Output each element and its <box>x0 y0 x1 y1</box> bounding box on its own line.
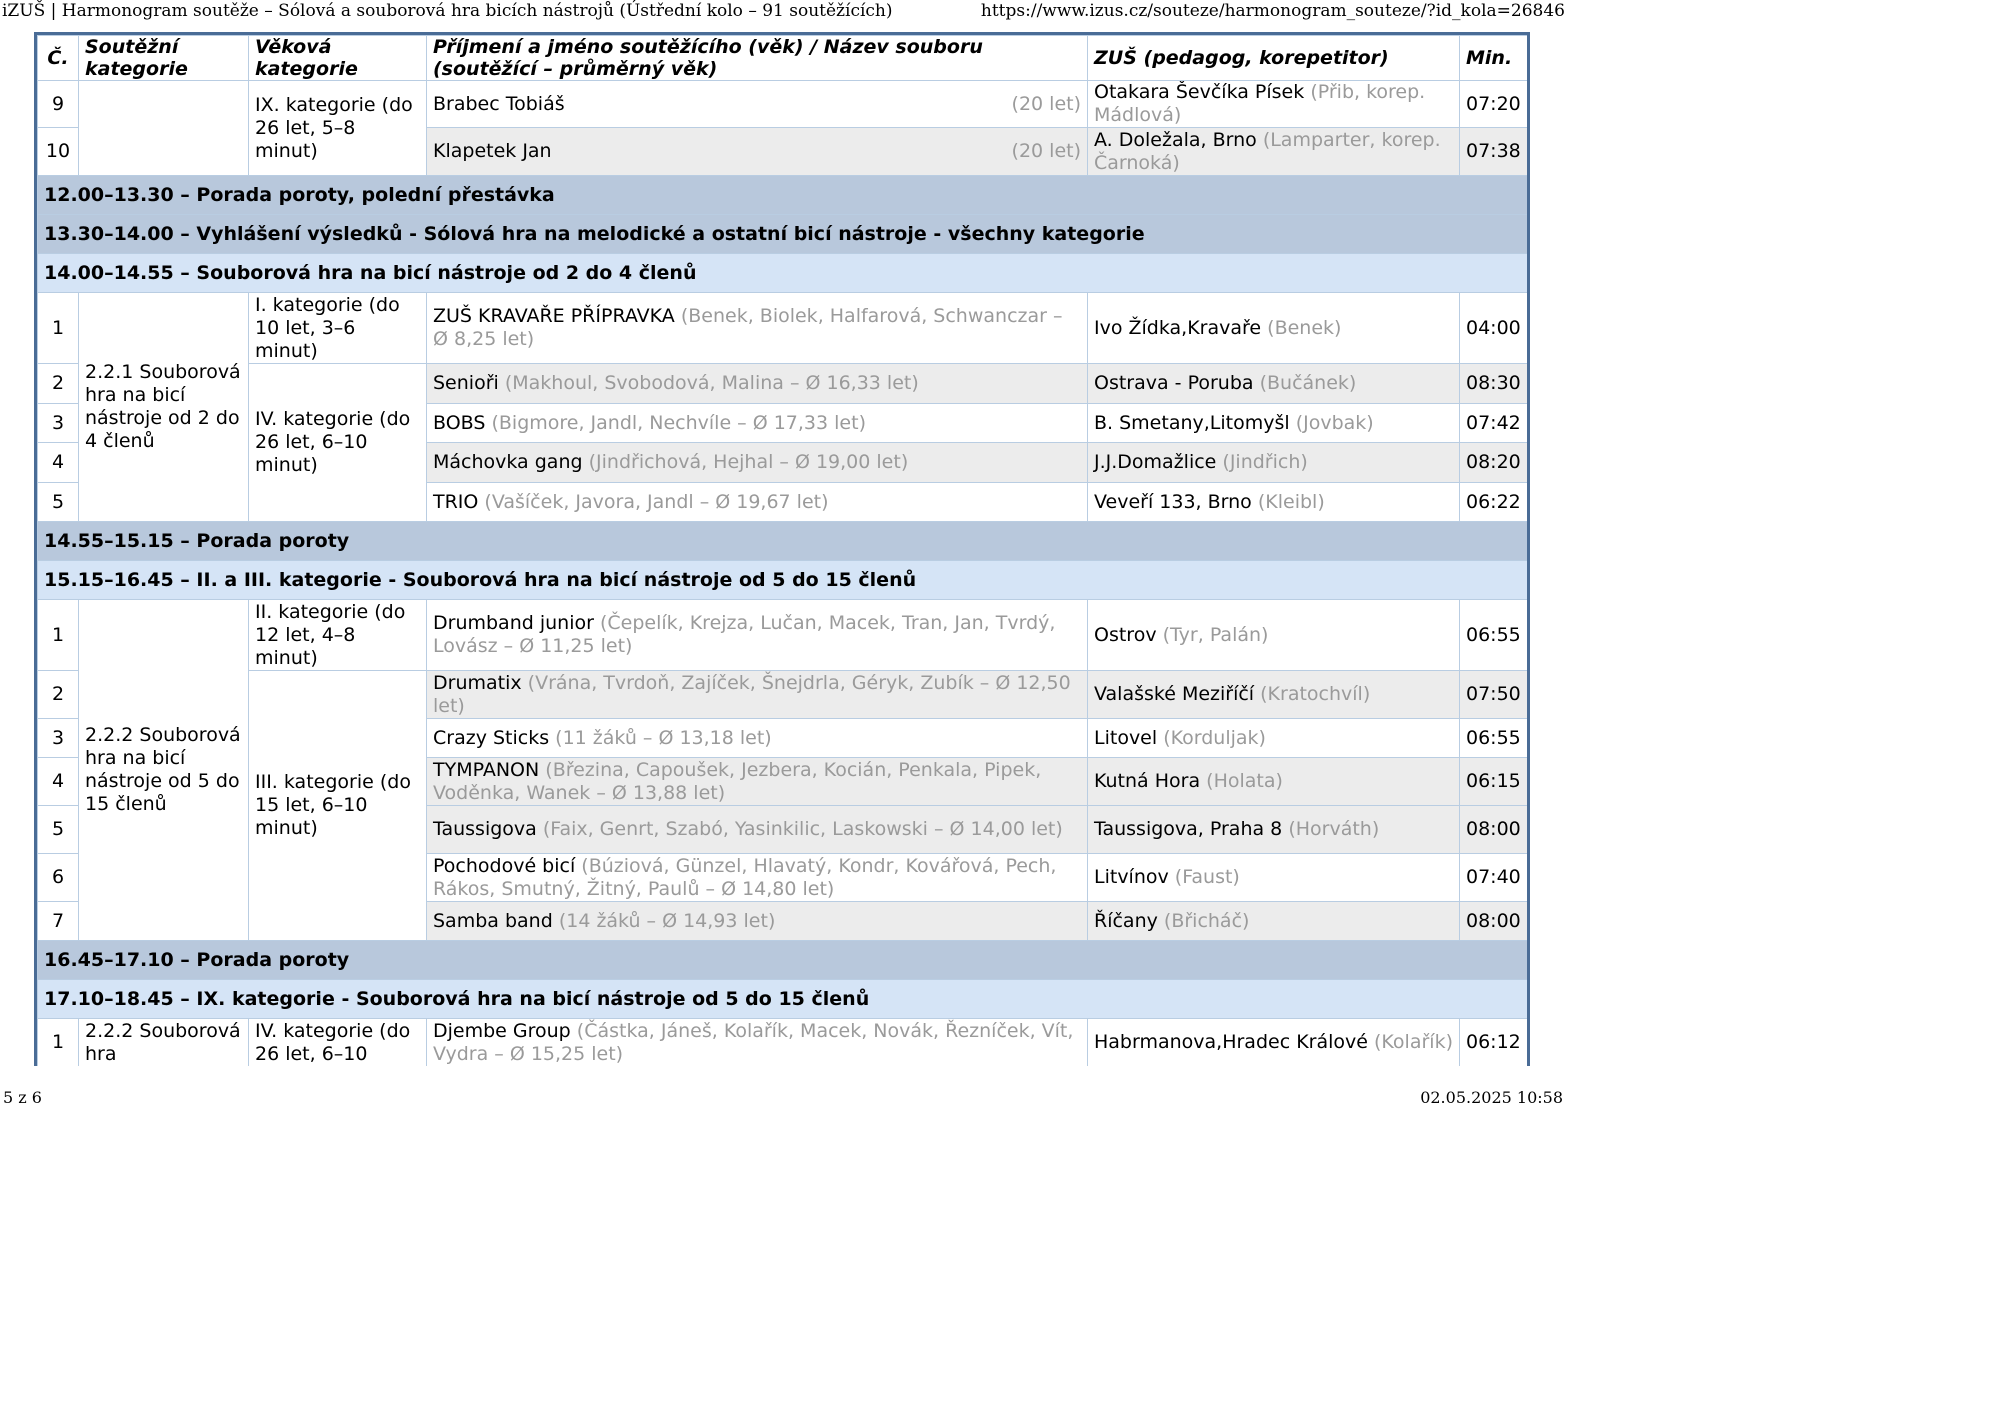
age-category-cell: IV. kategorie (do 26 let, 6–10 minut) <box>249 364 427 522</box>
teacher-names: (Benek) <box>1267 316 1342 339</box>
participant-cell <box>427 902 1088 941</box>
teacher-names: (Břicháč) <box>1163 909 1250 932</box>
ensemble-name: Drumband junior <box>433 612 594 634</box>
table-header-row <box>38 36 1528 81</box>
row-number: 5 <box>38 483 79 522</box>
minutes-cell: 07:50 <box>1460 671 1528 719</box>
participant-cell <box>427 483 1088 522</box>
school-cell <box>1088 806 1460 854</box>
participant-cell <box>427 128 1088 176</box>
minutes-cell: 06:55 <box>1460 719 1528 758</box>
participant-name: Brabec Tobiáš <box>433 92 565 115</box>
ensemble-members: (Benek, Biolek, Halfarová, Schwanczar – Ø 8,25 let) <box>433 305 1063 350</box>
school-name: Litvínov <box>1094 866 1169 888</box>
participant-cell <box>427 404 1088 443</box>
school-cell <box>1088 671 1460 719</box>
ensemble-members: (Vašíček, Javora, Jandl – Ø 19,67 let) <box>484 490 829 513</box>
school-name: B. Smetany,Litomyšl <box>1094 411 1290 434</box>
ensemble-name: Drumatix <box>433 671 522 694</box>
section-title: 15.15–16.45 – II. a III. kategorie - Souborová hra na bicí nástroje od 5 do 15 členů <box>38 561 1528 600</box>
table-row <box>38 1019 1528 1067</box>
school-cell <box>1088 719 1460 758</box>
participant-cell <box>427 1019 1088 1067</box>
print-datetime: 02.05.2025 10:58 <box>1420 1088 1563 1107</box>
section-row <box>38 522 1528 561</box>
section-row <box>38 980 1528 1019</box>
row-number: 2 <box>38 364 79 404</box>
age-category-cell: III. kategorie (do 15 let, 6–10 minut) <box>249 671 427 941</box>
school-name: Ostrov <box>1094 623 1157 646</box>
school-name: J.J.Domažlice <box>1094 451 1217 473</box>
school-name: Valašské Meziříčí <box>1094 683 1255 705</box>
table-row <box>38 364 1528 404</box>
participant-age: (20 let) <box>1011 140 1081 162</box>
schedule-table-container <box>37 32 1527 1066</box>
row-number: 1 <box>38 293 79 364</box>
ensemble-members: (Březina, Capoušek, Jezbera, Kocián, Penkala, Pipek, Voděnka, Wanek – Ø 13,88 let) <box>433 758 1042 804</box>
header-age-category: Věková kategorie <box>249 36 427 81</box>
teacher-names: (Jindřich) <box>1222 451 1308 473</box>
school-cell <box>1088 902 1460 941</box>
school-name: Kutná Hora <box>1094 770 1201 792</box>
participant-cell <box>427 719 1088 758</box>
ensemble-members: (Faix, Genrt, Szabó, Yasinkilic, Laskowski – Ø 14,00 let) <box>542 818 1063 840</box>
competition-category-cell: 2.2.2 Souborová hra na bicí nástroje od 5 do 15 členů <box>79 600 249 941</box>
section-title: 13.30–14.00 – Vyhlášení výsledků - Sólová hra na melodické a ostatní bicí nástroje - všechny kategorie <box>38 215 1528 254</box>
school-name: Říčany <box>1094 909 1158 932</box>
ensemble-members: (Čepelík, Krejza, Lučan, Macek, Tran, Jan, Tvrdý, Lovász – Ø 11,25 let) <box>433 612 1056 657</box>
header-number: Č. <box>38 36 79 81</box>
minutes-cell: 08:00 <box>1460 902 1528 941</box>
ensemble-name: Crazy Sticks <box>433 726 550 749</box>
table-row <box>38 671 1528 719</box>
ensemble-name: Máchovka gang <box>433 451 583 473</box>
row-number: 1 <box>38 600 79 671</box>
section-row <box>38 254 1528 293</box>
ensemble-name: Pochodové bicí <box>433 854 576 877</box>
teacher-names: (Horváth) <box>1288 818 1380 840</box>
participant-cell <box>427 293 1088 364</box>
header-name: Příjmení a jméno soutěžícího (věk) / Název souboru (soutěžící – průměrný věk) <box>427 36 1088 81</box>
row-number: 3 <box>38 719 79 758</box>
row-number: 9 <box>38 81 79 128</box>
ensemble-members: (Makhoul, Svobodová, Malina – Ø 16,33 let) <box>504 372 919 394</box>
section-title: 12.00–13.30 – Porada poroty, polední přestávka <box>38 176 1528 215</box>
ensemble-name: TYMPANON <box>433 758 540 781</box>
participant-cell <box>427 854 1088 902</box>
participant-cell <box>427 600 1088 671</box>
school-name: Ivo Žídka,Kravaře <box>1094 316 1262 339</box>
minutes-cell: 07:20 <box>1460 81 1528 128</box>
section-title: 14.00–14.55 – Souborová hra na bicí nástroje od 2 do 4 členů <box>38 254 1528 293</box>
teacher-names: (Korduljak) <box>1163 726 1266 749</box>
table-right-border <box>1527 32 1530 1066</box>
ensemble-name: Djembe Group <box>433 1019 571 1042</box>
teacher-names: (Bučánek) <box>1259 372 1357 394</box>
school-cell <box>1088 443 1460 483</box>
minutes-cell: 06:22 <box>1460 483 1528 522</box>
competition-category-cell: 2.2.1 Souborová hra na bicí nástroje od 2 do 4 členů <box>79 293 249 522</box>
participant-cell <box>427 364 1088 404</box>
ensemble-name: TRIO <box>433 490 479 513</box>
school-name: Habrmanova,Hradec Králové <box>1094 1031 1368 1053</box>
school-name: Otakara Ševčíka Písek <box>1094 81 1305 103</box>
table-row <box>38 600 1528 671</box>
school-name: Litovel <box>1094 726 1158 749</box>
school-name: Veveří 133, Brno <box>1094 490 1252 513</box>
ensemble-members: (Vrána, Tvrdoň, Zajíček, Šnejdrla, Géryk, Zubík – Ø 12,50 let) <box>433 671 1071 717</box>
school-cell <box>1088 1019 1460 1067</box>
school-name: A. Doležala, Brno <box>1094 128 1257 151</box>
age-category-cell: IV. kategorie (do 26 let, 6–10 <box>249 1019 427 1067</box>
school-name: Ostrava - Poruba <box>1094 372 1254 394</box>
school-cell <box>1088 854 1460 902</box>
participant-cell <box>427 671 1088 719</box>
school-cell <box>1088 128 1460 176</box>
section-title: 16.45–17.10 – Porada poroty <box>38 941 1528 980</box>
header-minutes: Min. <box>1460 36 1528 81</box>
page-number: 5 z 6 <box>3 1088 42 1107</box>
ensemble-members: (Částka, Jáneš, Kolařík, Macek, Novák, Řezníček, Vít, Vydra – Ø 15,25 let) <box>433 1019 1074 1065</box>
teacher-names: (Kleibl) <box>1257 490 1325 513</box>
competition-category-cell: 2.2.2 Souborová hra <box>79 1019 249 1067</box>
teacher-names: (Tyr, Palán) <box>1162 623 1269 646</box>
page-header-title: iZUŠ | Harmonogram soutěže – Sólová a souborová hra bicích nástrojů (Ústřední kolo – 91 soutěžících) <box>2 1 893 21</box>
table-row <box>38 293 1528 364</box>
schedule-table <box>37 35 1527 1066</box>
minutes-cell: 06:12 <box>1460 1019 1528 1067</box>
row-number: 4 <box>38 443 79 483</box>
school-cell <box>1088 600 1460 671</box>
minutes-cell: 07:40 <box>1460 854 1528 902</box>
section-row <box>38 561 1528 600</box>
teacher-names: (Faust) <box>1174 866 1240 888</box>
age-category-cell: II. kategorie (do 12 let, 4–8 minut) <box>249 600 427 671</box>
section-title: 17.10–18.45 – IX. kategorie - Souborová hra na bicí nástroje od 5 do 15 členů <box>38 980 1528 1019</box>
minutes-cell: 04:00 <box>1460 293 1528 364</box>
teacher-names: (Kratochvíl) <box>1260 683 1371 705</box>
age-category-cell: IX. kategorie (do 26 let, 5–8 minut) <box>249 81 427 176</box>
teacher-names: (Jovbak) <box>1295 411 1374 434</box>
teacher-names: (Holata) <box>1206 770 1283 792</box>
minutes-cell: 07:42 <box>1460 404 1528 443</box>
participant-cell <box>427 758 1088 806</box>
header-competition-category: Soutěžní kategorie <box>79 36 249 81</box>
ensemble-name: Samba band <box>433 909 553 932</box>
age-category-cell: I. kategorie (do 10 let, 3–6 minut) <box>249 293 427 364</box>
section-row <box>38 215 1528 254</box>
row-number: 4 <box>38 758 79 806</box>
school-cell <box>1088 81 1460 128</box>
school-cell <box>1088 293 1460 364</box>
minutes-cell: 06:15 <box>1460 758 1528 806</box>
row-number: 10 <box>38 128 79 176</box>
ensemble-members: (Bigmore, Jandl, Nechvíle – Ø 17,33 let) <box>491 411 866 434</box>
ensemble-members: (11 žáků – Ø 13,18 let) <box>555 726 772 749</box>
minutes-cell: 08:30 <box>1460 364 1528 404</box>
row-number: 3 <box>38 404 79 443</box>
row-number: 7 <box>38 902 79 941</box>
ensemble-members: (14 žáků – Ø 14,93 let) <box>558 909 776 932</box>
minutes-cell: 07:38 <box>1460 128 1528 176</box>
ensemble-name: BOBS <box>433 411 486 434</box>
participant-age: (20 let) <box>1011 92 1081 115</box>
row-number: 5 <box>38 806 79 854</box>
section-row <box>38 176 1528 215</box>
teacher-names: (Přib, korep. Mádlová) <box>1094 81 1426 126</box>
header-school: ZUŠ (pedagog, korepetitor) <box>1088 36 1460 81</box>
table-row <box>38 81 1528 128</box>
ensemble-name: Taussigova <box>433 818 537 840</box>
competition-category-cell <box>79 81 249 176</box>
row-number: 2 <box>38 671 79 719</box>
section-title: 14.55–15.15 – Porada poroty <box>38 522 1528 561</box>
row-number: 1 <box>38 1019 79 1067</box>
ensemble-members: (Búziová, Günzel, Hlavatý, Kondr, Kovářová, Pech, Rákos, Smutný, Žitný, Paulů – Ø 14,80 let) <box>433 854 1057 900</box>
participant-cell <box>427 81 1088 128</box>
minutes-cell: 08:20 <box>1460 443 1528 483</box>
teacher-names: (Kolařík) <box>1374 1031 1453 1053</box>
section-row <box>38 941 1528 980</box>
row-number: 6 <box>38 854 79 902</box>
school-cell <box>1088 404 1460 443</box>
page-header-url[interactable]: https://www.izus.cz/souteze/harmonogram_souteze/?id_kola=26846 <box>980 1 1565 21</box>
school-name: Taussigova, Praha 8 <box>1094 818 1283 840</box>
minutes-cell: 08:00 <box>1460 806 1528 854</box>
participant-cell <box>427 443 1088 483</box>
school-cell <box>1088 364 1460 404</box>
ensemble-name: ZUŠ KRAVAŘE PŘÍPRAVKA <box>433 305 675 327</box>
minutes-cell: 06:55 <box>1460 600 1528 671</box>
ensemble-members: (Jindřichová, Hejhal – Ø 19,00 let) <box>588 451 909 473</box>
participant-cell <box>427 806 1088 854</box>
teacher-names: (Lamparter, korep. Čarnoká) <box>1094 128 1441 174</box>
ensemble-name: Senioři <box>433 372 499 394</box>
school-cell <box>1088 483 1460 522</box>
participant-name: Klapetek Jan <box>433 140 552 162</box>
school-cell <box>1088 758 1460 806</box>
